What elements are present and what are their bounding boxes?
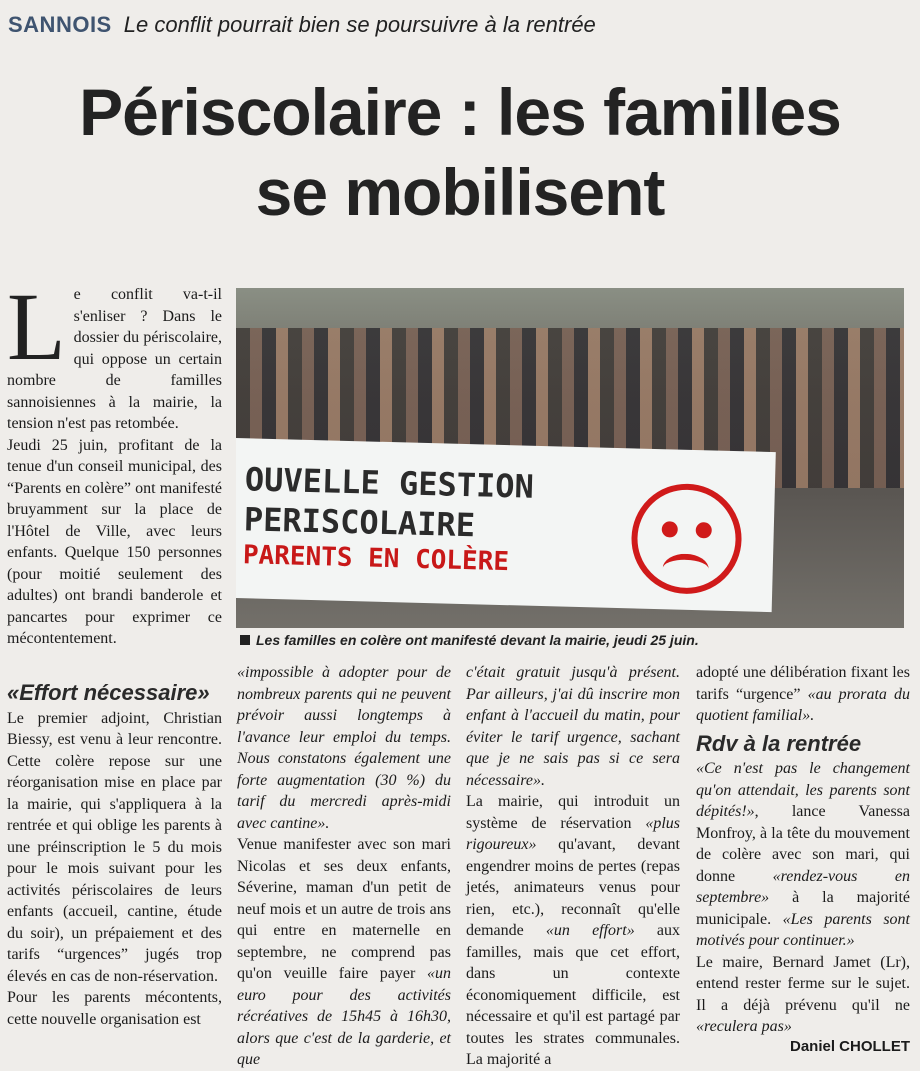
drop-cap: L (7, 273, 66, 380)
protest-photo (236, 288, 904, 628)
col4-quote-1: «au prorata du quotient familial». (696, 685, 910, 724)
col4-text-3: à la majorité municipale. (696, 889, 910, 928)
col3-quote-1: «plus rigoureux» (466, 814, 680, 853)
banner-line-2: PERISCOLAIRE (243, 500, 476, 545)
col2-quote: «un euro pour des activités récréatives de 15h45 à 16h30, alors que c'est de la garderie, et que (237, 965, 451, 1068)
col2-paragraph-2 (237, 834, 451, 1071)
banner-line-3: PARENTS EN COLÈRE (242, 540, 510, 578)
sad-face-left-eye (662, 521, 678, 537)
byline: Daniel CHOLLET (789, 1037, 910, 1055)
col4-paragraph-3 (696, 952, 910, 1055)
kicker-subtitle: Le conflit pourrait bien se poursuivre à la rentrée (123, 12, 596, 37)
section-heading-effort: «Effort nécessaire» (7, 680, 210, 705)
headline (0, 72, 920, 232)
col3-paragraph-2 (466, 791, 680, 1071)
kicker-place: SANNOIS (8, 12, 112, 37)
column-3 (466, 662, 680, 1071)
col2-text: Venue manifester avec son mari Nicolas et ses deux enfants, Séverine, maman d'un petit de neuf mois et un autre de trois ans qui entre en maternelle en septembre, ne comprend pas qu'on veuille faire payer (237, 836, 451, 982)
lede-paragraph-2: Jeudi 25 juin, profitant de la tenue d'un conseil municipal, des “Parents en colère” ont manifesté bruyamment sur la place de l'Hôtel de Ville, avec leurs enfants. Quelque 150 personnes (pour moitié seulement des adultes) ont brandi banderole et pancartes pour exprimer ce mécontentement. (7, 436, 222, 647)
photo-caption (240, 632, 908, 648)
col4-text-4: Le maire, Bernard Jamet (Lr), entend rester ferme sur le sujet. Il a déjà prévenu qu'il ne (696, 953, 910, 1014)
caption-square-icon (240, 635, 250, 645)
sad-face-mouth (662, 553, 709, 584)
col4-paragraph-1 (696, 662, 910, 727)
col4-paragraph-2 (696, 758, 910, 952)
section-heading-rdv: Rdv à la rentrée (696, 730, 862, 756)
col1-paragraph-1: Le premier adjoint, Christian Biessy, est venu à leur rencontre. Cette colère repose sur une réorganisation mise en place par la mairie, qui s'appliquera à la rentrée et qui oblige les parents à une préinscription le 5 du mois pour le mois suivant pour les activités périscolaires de leurs enfants (accueil, cantine, étude du soir), un prépaiement et des tarifs “urgences” jugés trop élevés en cas de non-réservation. (7, 709, 222, 985)
col4-quote-2: «Ce n'est pas le changement qu'on attendait, les parents sont dépités!» (696, 760, 910, 820)
col3-text-3: aux familles, mais que cet effort, dans un contexte économiquement difficile, est nécessaire et qu'il est partagé par toutes les strates communales. La majorité a (466, 922, 680, 1068)
col4-quote-4: «Les parents sont motivés pour continuer.» (696, 910, 910, 949)
column-2 (237, 662, 451, 1071)
lede-paragraph-1: e conflit va-t-il s'enliser ? Dans le dossier du périscolaire, qui oppose un certain nombre de familles sannoisiennes à la mairie, la tension n'est pas retombée. (7, 286, 222, 432)
kicker (8, 12, 908, 42)
column-4 (696, 662, 910, 1057)
sad-face-right-eye (696, 522, 712, 538)
col2-paragraph-1: «impossible à adopter pour de nombreux parents qui ne peuvent prévoir aussi longtemps à l'avance leur emploi du temps. Nous constatons également une forte augmentation (30 %) du tarif du mercredi après-midi avec cantine». (237, 664, 451, 832)
column-1 (7, 676, 222, 1030)
col4-quote-5: «reculera pas» (696, 1018, 792, 1035)
headline-line-2: se mobilisent (255, 155, 665, 229)
caption-text: Les familles en colère ont manifesté devant la mairie, jeudi 25 juin. (256, 632, 699, 648)
col3-text-2: qu'avant, devant engendrer moins de pertes (repas jetés, animateurs venus pour rien, etc.), reconnaît qu'elle demande (466, 836, 680, 939)
banner-line-1: OUVELLE GESTION (244, 460, 535, 506)
col3-text-1: La mairie, qui introduit un système de réservation (466, 793, 680, 832)
headline-line-1: Périscolaire : les familles (79, 75, 841, 149)
sad-face-icon (630, 482, 743, 595)
col3-paragraph-1: c'était gratuit jusqu'à présent. Par ailleurs, j'ai dû inscrire mon enfant à l'accueil du matin, pour éviter le tarif urgence, sachant que je ne sais pas si ce sera nécessaire». (466, 664, 680, 789)
col3-quote-2: «un effort» (545, 922, 635, 939)
lede-column (7, 273, 222, 650)
col4-text-2: , lance Vanessa Monfroy, à la tête du mouvement de colère avec son mari, qui donne (696, 803, 910, 885)
protest-banner (236, 438, 776, 612)
col4-quote-3: «rendez-vous en septembre» (696, 867, 910, 906)
col1-paragraph-2: Pour les parents mécontents, cette nouvelle organisation est (7, 989, 222, 1028)
col4-text-1: adopté une délibération fixant les tarifs “urgence” (696, 664, 910, 703)
